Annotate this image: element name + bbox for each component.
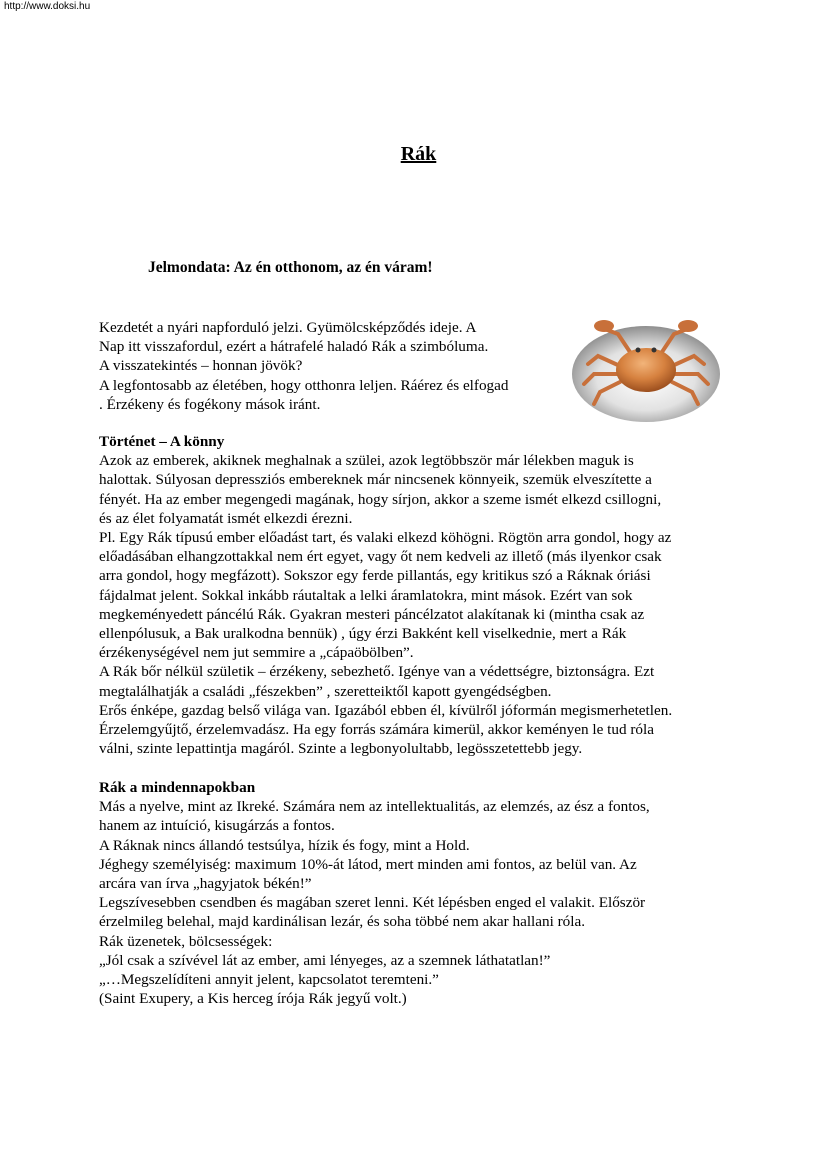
text-line: A Ráknak nincs állandó testsúlya, hízik és fogy, mint a Hold. bbox=[99, 836, 470, 854]
text-line: érzékenységével nem jut semmire a „cápaöbölben”. bbox=[99, 644, 414, 662]
text-line: halottak. Súlyosan depressziós embereknek már nincsenek könnyeik, szemük elveszítette a bbox=[99, 471, 652, 489]
crab-icon bbox=[568, 308, 720, 424]
text-line: arra gondol, hogy megfázott). Sokszor egy ferde pillantás, egy kritikus szó a Ráknak óriási bbox=[99, 567, 651, 585]
text-line: Rák üzenetek, bölcsességek: bbox=[99, 932, 273, 950]
text-line: Nap itt visszafordul, ezért a hátrafelé haladó Rák a szimbóluma. bbox=[99, 338, 489, 356]
section-heading: Rák a mindennapokban bbox=[99, 779, 256, 796]
text-line: ellenpólusuk, a Bak uralkodna bennük) , úgy érzi Bakként kell viselkednie, mert a Rák bbox=[99, 625, 627, 643]
text-line: Érzelemgyűjtő, érzelemvadász. Ha egy forrás számára kimerül, akkor keményen le tud róla bbox=[99, 721, 654, 739]
text-line: Kezdetét a nyári napforduló jelzi. Gyümölcsképződés ideje. A bbox=[99, 319, 477, 336]
text-line: hanem az intuíció, kisugárzás a fontos. bbox=[99, 817, 335, 835]
crab-image bbox=[568, 308, 720, 424]
text-line: válni, szinte lepattintja magáról. Szinte a legbonyolultabb, legösszetettebb jegy. bbox=[99, 740, 583, 758]
text-line: Pl. Egy Rák típusú ember előadást tart, és valaki elkezd köhögni. Rögtön arra gondol, hogy az bbox=[99, 529, 672, 547]
section-heading: Történet – A könny bbox=[99, 433, 225, 450]
text-line: megkeményedett páncélú Rák. Gyakran mesteri páncélzatot alakítanak ki (mintha csak az bbox=[99, 605, 645, 623]
text-line: és az élet folyamatát ismét elkezdi érezni. bbox=[99, 509, 353, 527]
text-line: A visszatekintés – honnan jövök? bbox=[99, 357, 303, 375]
source-url: http://www.doksi.hu bbox=[4, 1, 91, 12]
text-line: megtalálhatják a családi „fészekben” , szeretteiktől kapott gyengédségben. bbox=[99, 682, 552, 700]
text-line: Más a nyelve, mint az Ikreké. Számára nem az intellektualitás, az elemzés, az ész a fontos, bbox=[99, 798, 650, 816]
text-line: „Jól csak a szívével lát az ember, ami lényeges, az a szemnek láthatatlan!” bbox=[99, 951, 551, 969]
text-line: Erős énképe, gazdag belső világa van. Igazából ebben él, kívülről jóformán megismerhetetlen. bbox=[99, 701, 673, 719]
text-line: A legfontosabb az életében, hogy otthonra leljen. Ráérez és elfogad bbox=[99, 376, 509, 394]
text-line: (Saint Exupery, a Kis herceg írója Rák jegyű volt.) bbox=[99, 990, 407, 1008]
text-line: Azok az emberek, akiknek meghalnak a szülei, azok legtöbbször már lélekben maguk is bbox=[99, 452, 634, 470]
page-title: Rák bbox=[400, 143, 437, 165]
daily-section bbox=[99, 778, 739, 1008]
text-line: fájdalmat jelent. Sokkal inkább ráutaltak a lelki áramlatokra, mint mások. Ezért van sok bbox=[99, 586, 633, 604]
text-line: előadásában elhangzottakkal nem ért egyet, vagy őt nem kedveli az illető (más ilyenkor csak bbox=[99, 548, 662, 566]
text-line: fényét. Ha az ember megengedi magának, hogy sírjon, akkor a szeme ismét elkezd csillogni, bbox=[99, 490, 662, 508]
text-line: „…Megszelídíteni annyit jelent, kapcsolatot teremteni.” bbox=[99, 971, 439, 989]
text-line: Jéghegy személyiség: maximum 10%-át látod, mert minden ami fontos, az belül van. Az bbox=[99, 855, 637, 873]
story-section bbox=[99, 432, 739, 758]
text-line: A Rák bőr nélkül születik – érzékeny, sebezhető. Igénye van a védettségre, biztonságra. Ezt bbox=[99, 663, 655, 681]
text-line: érzelmileg belehal, majd kardinálisan lezár, és soha többé nem akar hallani róla. bbox=[99, 913, 586, 931]
text-line: . Érzékeny és fogékony mások iránt. bbox=[99, 395, 321, 413]
text-line: Legszívesebben csendben és magában szeret lenni. Két lépésben enged el valakit. Először bbox=[99, 894, 646, 912]
motto: Jelmondata: Az én otthonom, az én váram! bbox=[148, 259, 433, 276]
text-line: arcára van írva „hagyjatok békén!” bbox=[99, 875, 312, 893]
